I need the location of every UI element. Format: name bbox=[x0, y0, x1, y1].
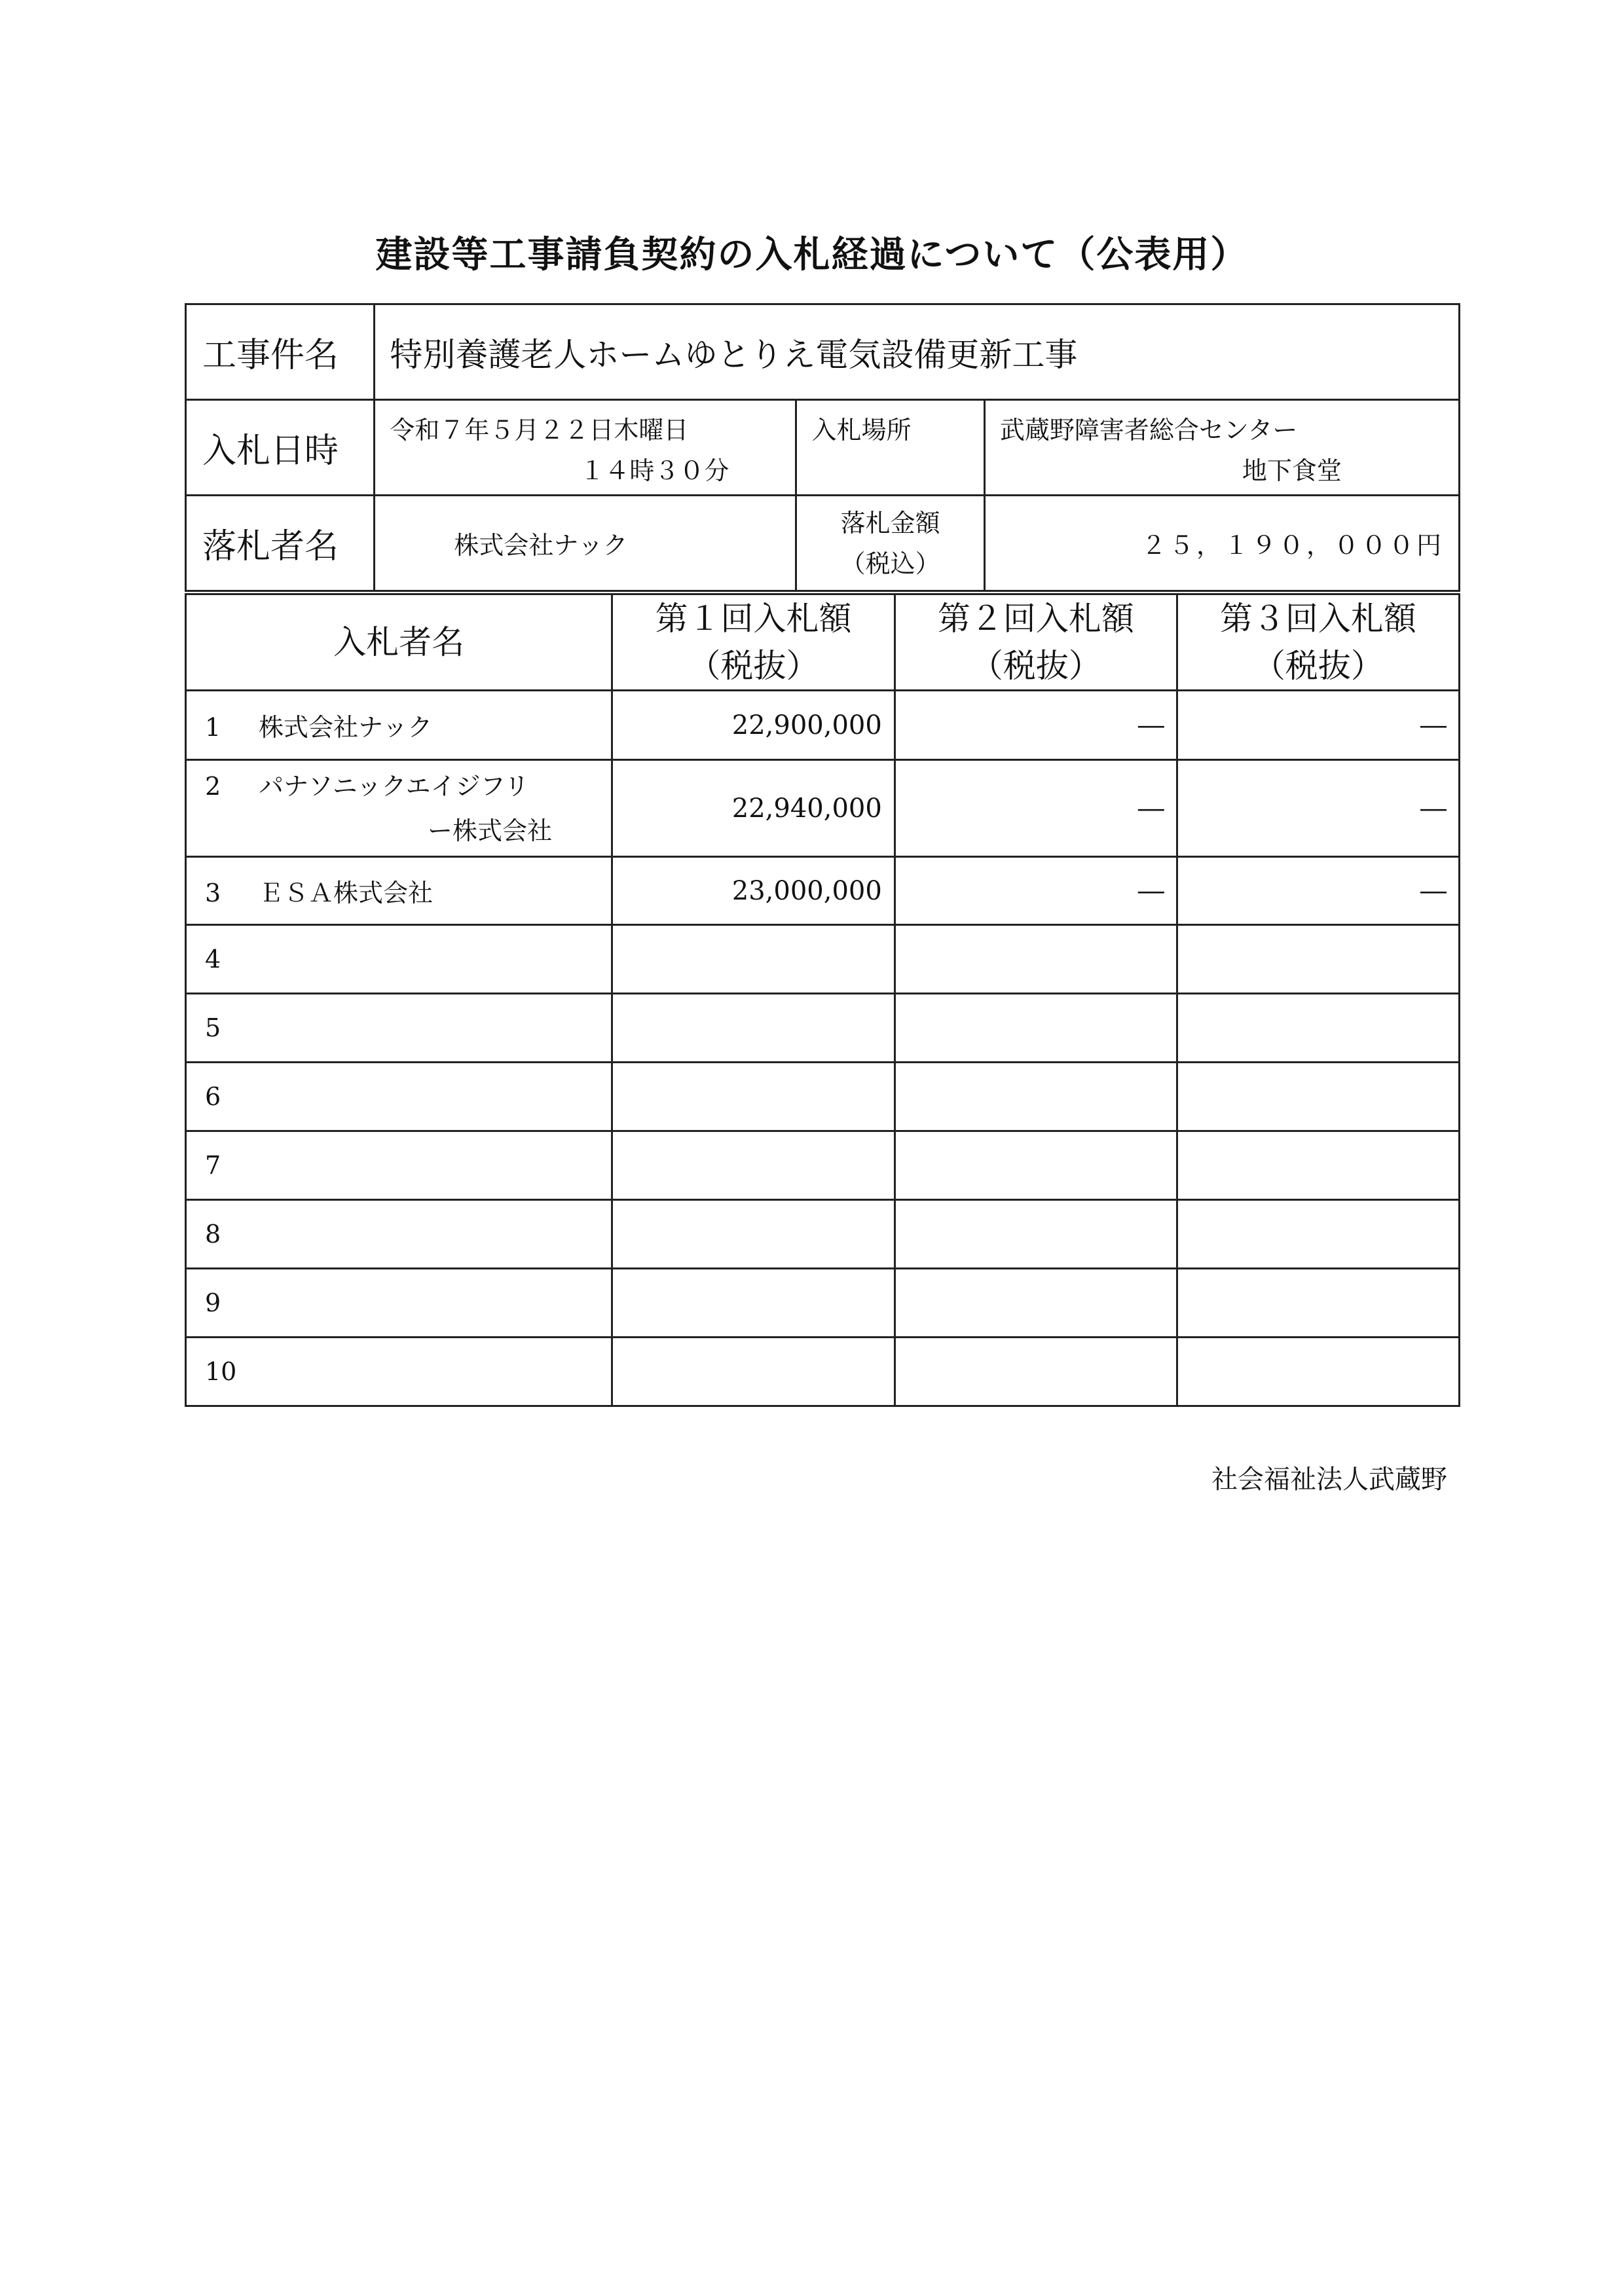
round1-amount bbox=[612, 1131, 895, 1200]
round2-amount bbox=[895, 1338, 1177, 1406]
table-row bbox=[186, 760, 1460, 857]
row-number: 5 bbox=[205, 1013, 221, 1042]
project-label: 工事件名 bbox=[186, 304, 375, 400]
round1-amount: 22,900,000 bbox=[612, 691, 895, 760]
row-number: 1 bbox=[205, 713, 221, 742]
bidder-cell bbox=[186, 1200, 612, 1269]
row-number: 6 bbox=[205, 1082, 221, 1111]
round2-tax-note: （税抜） bbox=[970, 647, 1101, 685]
table-row bbox=[186, 994, 1460, 1063]
place-line1: 武蔵野障害者総合センター bbox=[999, 416, 1298, 445]
round3-tax-note: （税抜） bbox=[1252, 647, 1384, 685]
table-row bbox=[186, 925, 1460, 994]
row-number: 2 bbox=[205, 771, 221, 801]
round1-amount: 23,000,000 bbox=[612, 857, 895, 925]
round1-amount: 22,940,000 bbox=[612, 760, 895, 857]
place-label: 入札場所 bbox=[796, 400, 984, 496]
bidder-cell bbox=[186, 994, 612, 1063]
bidder-header: 入札者名 bbox=[186, 594, 612, 691]
row-number: 8 bbox=[205, 1220, 221, 1248]
bid-time: １４時３０分 bbox=[580, 456, 729, 485]
round3-amount: ― bbox=[1177, 760, 1459, 857]
bidder-name: 株式会社ナック bbox=[259, 713, 433, 742]
bid-results-table bbox=[185, 593, 1460, 1407]
bidder-cell bbox=[186, 857, 612, 925]
project-row bbox=[186, 304, 1460, 400]
round2-amount bbox=[895, 994, 1177, 1063]
project-info-table bbox=[185, 303, 1460, 592]
bidder-cell bbox=[186, 1063, 612, 1131]
round3-amount bbox=[1177, 1269, 1459, 1338]
place-cell bbox=[984, 400, 1459, 496]
datetime-label: 入札日時 bbox=[186, 400, 375, 496]
round1-amount bbox=[612, 1063, 895, 1131]
round2-amount: ― bbox=[895, 857, 1177, 925]
round1-header-label: 第１回入札額 bbox=[655, 600, 852, 638]
round3-amount bbox=[1177, 1200, 1459, 1269]
round2-amount bbox=[895, 1131, 1177, 1200]
round3-amount bbox=[1177, 925, 1459, 994]
bidder-name-cont: ー株式会社 bbox=[428, 816, 553, 845]
winning-amount: ２５，１９０，０００円 bbox=[984, 496, 1459, 591]
table-row bbox=[186, 1338, 1460, 1406]
table-row bbox=[186, 1131, 1460, 1200]
table-row bbox=[186, 1200, 1460, 1269]
bidder-cell bbox=[186, 1131, 612, 1200]
round2-header bbox=[895, 594, 1177, 691]
row-number: 4 bbox=[205, 945, 221, 974]
round1-tax-note: （税抜） bbox=[688, 647, 819, 685]
round1-amount bbox=[612, 1200, 895, 1269]
organization-name: 社会福祉法人武蔵野 bbox=[1211, 1465, 1447, 1495]
place-line2: 地下食堂 bbox=[1242, 456, 1342, 485]
round1-amount bbox=[612, 925, 895, 994]
row-number: 7 bbox=[205, 1151, 221, 1180]
round2-amount: ― bbox=[895, 691, 1177, 760]
round3-amount bbox=[1177, 1338, 1459, 1406]
round2-amount bbox=[895, 1200, 1177, 1269]
row-number: 10 bbox=[205, 1357, 237, 1386]
bidder-name: ＥＳＡ株式会社 bbox=[259, 879, 434, 907]
round3-amount: ― bbox=[1177, 691, 1459, 760]
datetime-cell bbox=[375, 400, 796, 496]
amount-label-cell bbox=[796, 496, 984, 591]
round3-header bbox=[1177, 594, 1459, 691]
bid-header-row bbox=[186, 594, 1460, 691]
winner-name: 株式会社ナック bbox=[375, 496, 796, 591]
round3-amount bbox=[1177, 994, 1459, 1063]
table-row bbox=[186, 691, 1460, 760]
bidder-cell bbox=[186, 1338, 612, 1406]
project-name: 特別養護老人ホームゆとりえ電気設備更新工事 bbox=[375, 304, 1460, 400]
bidder-cell bbox=[186, 1269, 612, 1338]
page-title: 建設等工事請負契約の入札経過について（公表用） bbox=[375, 234, 1249, 276]
round2-amount: ― bbox=[895, 760, 1177, 857]
winner-label: 落札者名 bbox=[186, 496, 375, 591]
amount-label: 落札金額 bbox=[840, 508, 940, 538]
round3-amount bbox=[1177, 1131, 1459, 1200]
row-number: 3 bbox=[205, 879, 221, 907]
round2-amount bbox=[895, 1063, 1177, 1131]
bidder-cell bbox=[186, 925, 612, 994]
round1-amount bbox=[612, 994, 895, 1063]
datetime-row bbox=[186, 400, 1460, 496]
round2-header-label: 第２回入札額 bbox=[937, 600, 1134, 638]
round3-amount: ― bbox=[1177, 857, 1459, 925]
row-number: 9 bbox=[205, 1288, 221, 1317]
bidder-cell bbox=[186, 691, 612, 760]
round3-header-label: 第３回入札額 bbox=[1219, 600, 1416, 638]
round1-amount bbox=[612, 1338, 895, 1406]
round3-amount bbox=[1177, 1063, 1459, 1131]
winner-row bbox=[186, 496, 1460, 591]
bid-date: 令和７年５月２２日木曜日 bbox=[390, 416, 689, 445]
bidder-cell bbox=[186, 760, 612, 857]
table-row bbox=[186, 857, 1460, 925]
round1-header bbox=[612, 594, 895, 691]
amount-tax-label: （税込） bbox=[840, 549, 940, 578]
round1-amount bbox=[612, 1269, 895, 1338]
table-row bbox=[186, 1063, 1460, 1131]
round2-amount bbox=[895, 925, 1177, 994]
bidder-name: パナソニックエイジフリ bbox=[259, 771, 530, 801]
round2-amount bbox=[895, 1269, 1177, 1338]
table-row bbox=[186, 1269, 1460, 1338]
